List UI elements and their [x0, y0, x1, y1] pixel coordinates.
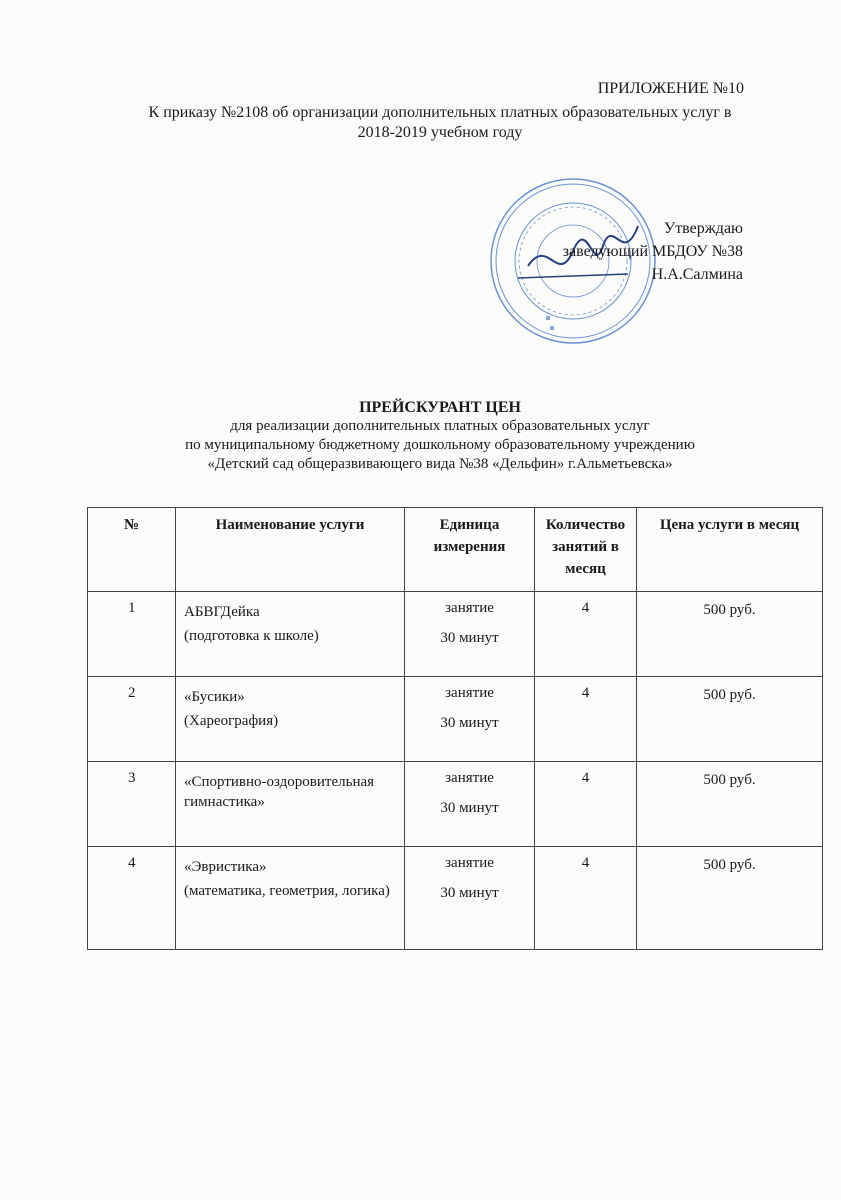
- header-count: Количество занятий в месяц: [535, 508, 637, 592]
- unit-duration: 30 минут: [440, 630, 499, 646]
- lesson-count: 4: [535, 762, 637, 847]
- approver-position: заведующий МБДОУ №38: [562, 243, 743, 260]
- row-number: 4: [88, 847, 176, 950]
- unit-type: занятие: [445, 600, 494, 616]
- title-line-2: по муниципальному бюджетному дошкольному образовательному учреждению: [185, 437, 695, 453]
- service-title: «Спортивно-оздоровительная гимнастика»: [184, 774, 375, 810]
- service-title: «Эвристика»: [184, 859, 267, 875]
- unit-type: занятие: [445, 855, 494, 871]
- unit-duration: 30 минут: [440, 715, 499, 731]
- table-row: [88, 762, 823, 847]
- unit: [405, 847, 535, 950]
- title-heading: ПРЕЙСКУРАНТ ЦЕН: [359, 399, 521, 416]
- service-title: «Бусики»: [184, 689, 245, 705]
- title-line-3: «Детский сад общеразвивающего вида №38 «Дельфин» г.Альметьевска»: [207, 456, 673, 472]
- service-name: [176, 762, 405, 847]
- header-service-name: Наименование услуги: [176, 508, 405, 592]
- service-subtitle: (подготовка к школе): [184, 628, 319, 644]
- price: 500 руб.: [637, 847, 823, 950]
- price: 500 руб.: [637, 592, 823, 677]
- title-line-1: для реализации дополнительных платных образовательных услуг: [230, 418, 650, 434]
- unit-duration: 30 минут: [440, 885, 499, 901]
- lesson-count: 4: [535, 847, 637, 950]
- table-header-row: [88, 508, 823, 592]
- unit: [405, 762, 535, 847]
- row-number: 3: [88, 762, 176, 847]
- order-line-2: 2018-2019 учебном году: [357, 124, 523, 141]
- order-reference: [60, 103, 820, 143]
- service-name: [176, 847, 405, 950]
- approver-name: Н.А.Салмина: [651, 266, 743, 283]
- price: 500 руб.: [637, 677, 823, 762]
- service-subtitle: (математика, геометрия, логика): [184, 883, 390, 899]
- approval-block: [563, 218, 743, 287]
- unit: [405, 592, 535, 677]
- appendix-label: ПРИЛОЖЕНИЕ №10: [597, 80, 744, 97]
- price: 500 руб.: [637, 762, 823, 847]
- row-number: 1: [88, 592, 176, 677]
- document-title: [60, 398, 820, 474]
- service-name: [176, 677, 405, 762]
- unit-duration: 30 минут: [440, 800, 499, 816]
- approval-word: Утверждаю: [663, 220, 743, 237]
- price-table: [87, 507, 823, 950]
- service-name: [176, 592, 405, 677]
- table-row: [88, 592, 823, 677]
- row-number: 2: [88, 677, 176, 762]
- header-unit: Единица измерения: [405, 508, 535, 592]
- unit-type: занятие: [445, 685, 494, 701]
- order-line-1: К приказу №2108 об организации дополнительных платных образовательных услуг в: [148, 104, 732, 121]
- service-title: АБВГДейка: [184, 604, 260, 620]
- unit: [405, 677, 535, 762]
- table-row: [88, 677, 823, 762]
- service-subtitle: (Хареография): [184, 713, 279, 729]
- header-number: №: [88, 508, 176, 592]
- lesson-count: 4: [535, 677, 637, 762]
- lesson-count: 4: [535, 592, 637, 677]
- unit-type: занятие: [445, 770, 494, 786]
- header-price: Цена услуги в месяц: [637, 508, 823, 592]
- table-row: [88, 847, 823, 950]
